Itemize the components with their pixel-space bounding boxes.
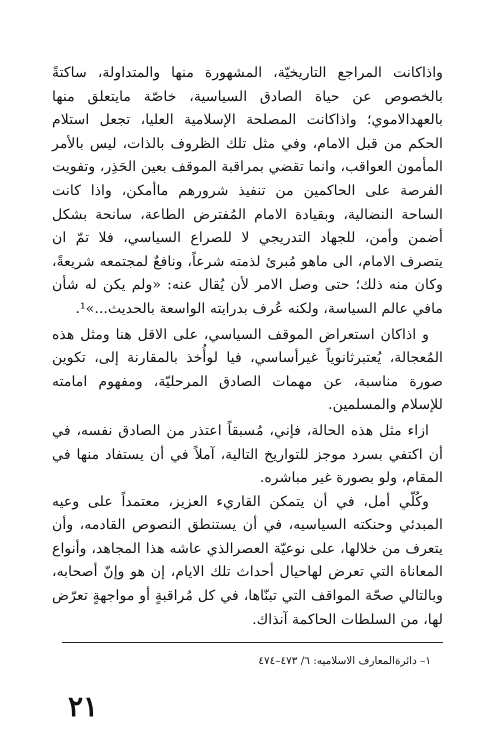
paragraph-3: ازاء مثل هذه الحالة، فإني، مُسبقاً اعتذر من الصادق نفسه، في أن اكتفي بسرد موجز للتواريخ التالية، آملاً في أن يستفاد منها في المقام، ولو بصورة غير مباشره. — [52, 422, 443, 487]
page-number: ٢١ — [68, 690, 99, 723]
footnote: ١– دائرةالمعارف الاسلاميه: ٦/ ٤٧٣–٤٧٤ — [258, 655, 431, 667]
footnote-divider — [62, 642, 443, 643]
paragraph-4: وكُلّي أمل، في أن يتمكن القاريء العزيز، معتمداً على وعيه المبدئي وحنكته السياسيه، في أن يستنطق النصوص القادمه، وأن يتعرف من خلالها، على نوعيّة العصرالذي عاشه هذا المجاهد، وأنواع المعاناة التي تعرض لهاحيال أحداث تلك الايام، إن هو وإنّ أصحابه، وبالتالي صحّة المواقف التي تبنّاها، في كل مُراقبةٍ أو مواجهةٍ تعرّض لها، من السلطات الحاكمة آنذاك. — [52, 493, 443, 628]
paragraph-1: واذاكانت المراجع التاريخيّة، المشهورة منها والمتداولة، ساكتةً بالخصوص عن حياة الصادق السياسية، خاصّة مايتعلق منها بالعهدالاموي؛ واذاكانت المصلحة الإسلامية العليا، تجعل استلام الحكم من قبل الامام، وفي مثل تلك الظروف بالذات، ليس بالأمر المأمون العواقب، وانما تقضي بمراقبة الموقف بعين الحَذِر، وتفويت الفرصة على الحاكمين من تنفيذ شرورهم ماأمكن، واذا كانت الساحة النضالية، وبقيادة الامام المُفترض الطاعة، سانحة بشكل أضمن وأمن، للجهاد التدريجي لا للصراع السياسي، فلا تمّ ان يتصرف الامام، الى ماهو مُبرئ لذمته شرعاً، ونافعٌ لمجتمعه شريعةً، وكان منه ذلك؛ حتى وصل الامر لأن يُقال عنه: «ولم يكن له شأن مافي عالم السياسة، ولكنه عُرف بدرايته الواسعة بالحديث...»¹. — [52, 65, 443, 317]
paragraph-2: و اذاكان استعراض الموقف السياسي، على الاقل هنا ومثل هذه المُعجالة، يُعتبرثانوياً غيرأساسي، فيا لوأُخذ بالمقارنة إلى، تكوين صورة مناسبة، عن مهمات الصادق المرحليّة، ومفهوم امامته للإسلام والمسلمين. — [52, 326, 443, 414]
